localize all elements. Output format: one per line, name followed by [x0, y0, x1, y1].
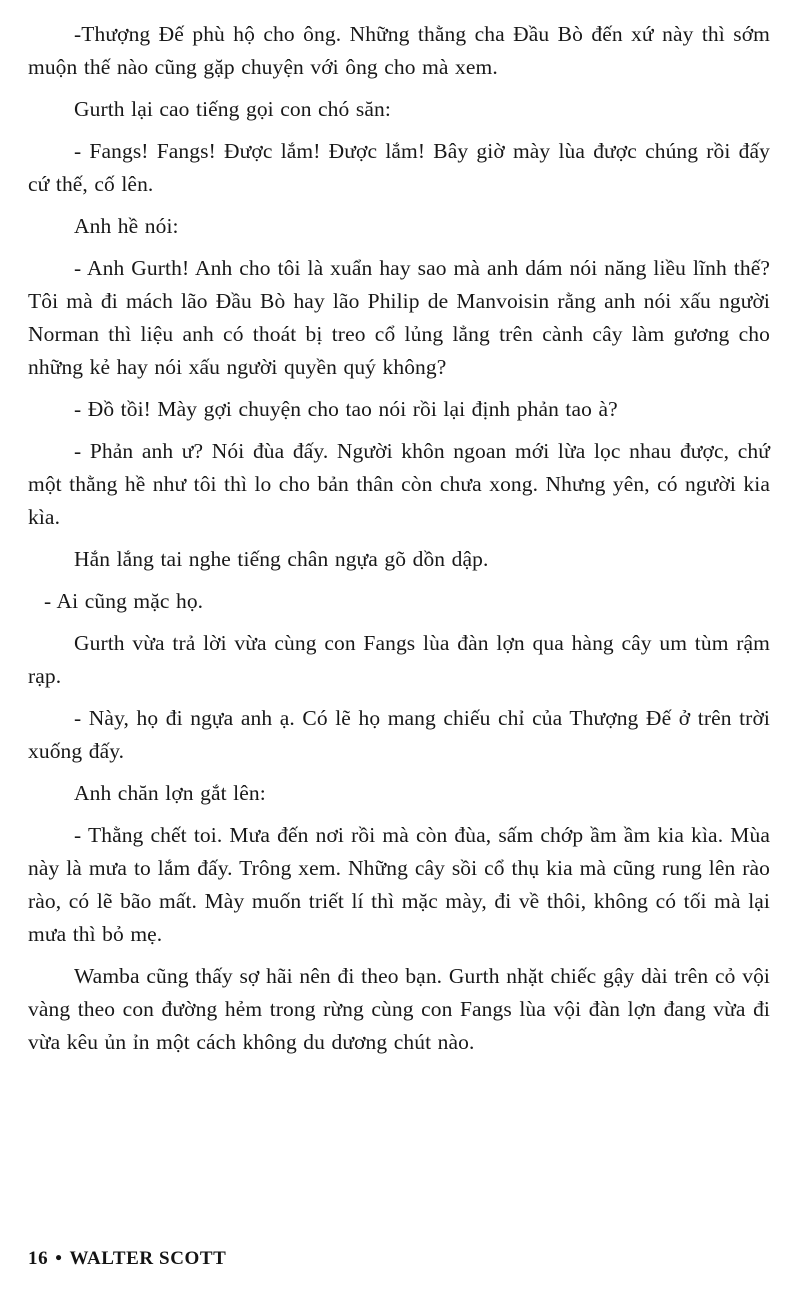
paragraph: - Đồ tồi! Mày gợi chuyện cho tao nói rồi lại định phản tao à?: [74, 397, 618, 421]
book-page-text: [28, 18, 770, 1068]
paragraph: Gurth vừa trả lời vừa cùng con Fangs lùa đàn lợn qua hàng cây um tùm rậm rạp.: [28, 631, 770, 688]
paragraph: Anh chăn lợn gắt lên:: [74, 781, 266, 805]
footer-separator: •: [55, 1248, 63, 1269]
paragraph: -Thượng Đế phù hộ cho ông. Những thằng cha Đầu Bò đến xứ này thì sớm muộn thế nào cũng gặp chuyện với ông cho mà xem.: [28, 22, 770, 79]
paragraph: - Anh Gurth! Anh cho tôi là xuẩn hay sao mà anh dám nói năng liều lĩnh thế? Tôi mà đi mách lão Đầu Bò hay lão Philip de Manvoisin rằng anh nói xấu người Norman thì liệu anh có thoát bị treo cổ lủng lẳng trên cành cây làm gương cho những kẻ hay nói xấu người quyền quý không?: [28, 256, 770, 379]
paragraph: - Phản anh ư? Nói đùa đấy. Người khôn ngoan mới lừa lọc nhau được, chứ một thằng hề như tôi thì lo cho bản thân còn chưa xong. Nhưng yên, có người kia kìa.: [28, 439, 770, 529]
paragraph: Anh hề nói:: [74, 214, 179, 238]
footer-author: WALTER SCOTT: [69, 1248, 227, 1269]
paragraph: - Thằng chết toi. Mưa đến nơi rồi mà còn đùa, sấm chớp ầm ầm kia kìa. Mùa này là mưa to lắm đấy. Trông xem. Những cây sồi cổ thụ kia mà cũng rung lên rào rào, có lẽ bão mất. Mày muốn triết lí thì mặc mày, đi về thôi, không có tối mà lại mưa thì bỏ mẹ.: [28, 823, 770, 946]
paragraph: - Này, họ đi ngựa anh ạ. Có lẽ họ mang chiếu chỉ của Thượng Đế ở trên trời xuống đấy.: [28, 706, 770, 763]
page-number: 16: [28, 1248, 49, 1269]
paragraph: Wamba cũng thấy sợ hãi nên đi theo bạn. Gurth nhặt chiếc gậy dài trên cỏ vội vàng theo con đường hẻm trong rừng cùng con Fangs lùa vội đàn lợn đang vừa đi vừa kêu ủn ỉn một cách không du dương chút nào.: [28, 964, 770, 1054]
paragraph: Hắn lắng tai nghe tiếng chân ngựa gõ dồn dập.: [74, 547, 489, 571]
paragraph: Gurth lại cao tiếng gọi con chó săn:: [74, 97, 391, 121]
paragraph: - Ai cũng mặc họ.: [44, 589, 204, 613]
paragraph: - Fangs! Fangs! Được lắm! Được lắm! Bây giờ mày lùa được chúng rồi đấy cứ thế, cố lên.: [28, 139, 770, 196]
page-footer: [28, 1248, 226, 1270]
